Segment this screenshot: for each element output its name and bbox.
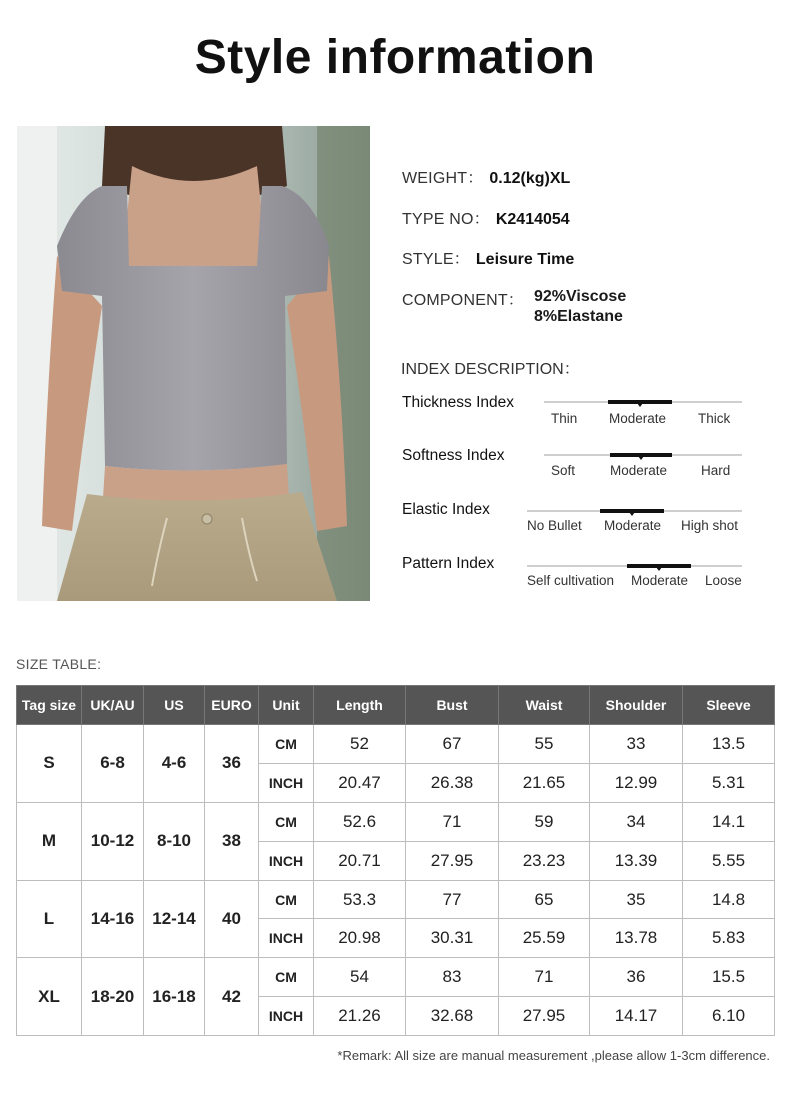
softness-index-label: Softness Index xyxy=(402,447,505,464)
uk-au-cell: 18-20 xyxy=(82,958,144,1036)
length-cell: 21.26 xyxy=(314,997,406,1036)
sleeve-cell: 5.55 xyxy=(683,841,775,880)
us-cell: 16-18 xyxy=(144,958,205,1036)
pattern-index-label: Pattern Index xyxy=(402,555,495,572)
waist-cell: 23.23 xyxy=(499,841,590,880)
type-label: TYPE NO： xyxy=(402,211,490,228)
sleeve-cell: 14.1 xyxy=(683,802,775,841)
header-us: US xyxy=(144,686,205,725)
uk-au-cell: 10-12 xyxy=(82,802,144,880)
bust-cell: 27.95 xyxy=(406,841,499,880)
waist-cell: 21.65 xyxy=(499,763,590,802)
sleeve-cell: 6.10 xyxy=(683,997,775,1036)
header-euro: EURO xyxy=(205,686,259,725)
header-bust: Bust xyxy=(406,686,499,725)
pattern-option-mid: Moderate xyxy=(631,573,689,588)
spec-weight xyxy=(402,165,570,188)
spec-style xyxy=(402,246,574,269)
index-description-title: INDEX DESCRIPTION： xyxy=(401,361,580,378)
header-length: Length xyxy=(314,686,406,725)
softness-option-high: Hard xyxy=(701,463,731,478)
shoulder-cell: 35 xyxy=(590,880,683,919)
table-row xyxy=(17,958,775,997)
shoulder-cell: 13.39 xyxy=(590,841,683,880)
unit-cell: CM xyxy=(259,725,314,764)
unit-cell: INCH xyxy=(259,763,314,802)
length-cell: 53.3 xyxy=(314,880,406,919)
us-cell: 8-10 xyxy=(144,802,205,880)
waist-cell: 59 xyxy=(499,802,590,841)
weight-label: WEIGHT： xyxy=(402,170,484,187)
spec-component xyxy=(402,287,524,310)
thickness-option-high: Thick xyxy=(698,411,731,426)
tag-size-cell: S xyxy=(17,725,82,803)
unit-cell: INCH xyxy=(259,841,314,880)
waist-cell: 25.59 xyxy=(499,919,590,958)
size-table xyxy=(16,685,775,1036)
sleeve-cell: 5.83 xyxy=(683,919,775,958)
unit-cell: INCH xyxy=(259,997,314,1036)
bust-cell: 67 xyxy=(406,725,499,764)
header-uk-au: UK/AU xyxy=(82,686,144,725)
length-cell: 20.47 xyxy=(314,763,406,802)
elastic-index-label: Elastic Index xyxy=(402,501,490,518)
sleeve-cell: 13.5 xyxy=(683,725,775,764)
header-shoulder: Shoulder xyxy=(590,686,683,725)
length-cell: 54 xyxy=(314,958,406,997)
unit-cell: CM xyxy=(259,802,314,841)
length-cell: 20.71 xyxy=(314,841,406,880)
component-value-1: 92%Viscose xyxy=(534,288,627,305)
bust-cell: 26.38 xyxy=(406,763,499,802)
elastic-option-low: No Bullet xyxy=(527,518,582,533)
shoulder-cell: 34 xyxy=(590,802,683,841)
unit-cell: INCH xyxy=(259,919,314,958)
pattern-marker xyxy=(627,564,691,568)
shoulder-cell: 14.17 xyxy=(590,997,683,1036)
thickness-option-low: Thin xyxy=(551,411,578,426)
waist-cell: 27.95 xyxy=(499,997,590,1036)
bust-cell: 83 xyxy=(406,958,499,997)
product-photo xyxy=(17,126,370,601)
uk-au-cell: 14-16 xyxy=(82,880,144,958)
euro-cell: 40 xyxy=(205,880,259,958)
unit-cell: CM xyxy=(259,958,314,997)
softness-marker xyxy=(610,453,672,457)
table-row xyxy=(17,725,775,764)
pattern-option-low: Self cultivation xyxy=(527,573,615,588)
header-sleeve: Sleeve xyxy=(683,686,775,725)
pattern-option-high: Loose xyxy=(705,573,742,588)
shoulder-cell: 36 xyxy=(590,958,683,997)
style-value: Leisure Time xyxy=(475,251,575,268)
size-table-header xyxy=(17,686,775,725)
us-cell: 4-6 xyxy=(144,725,205,803)
euro-cell: 42 xyxy=(205,958,259,1036)
softness-option-mid: Moderate xyxy=(610,463,668,478)
shoulder-cell: 33 xyxy=(590,725,683,764)
tag-size-cell: M xyxy=(17,802,82,880)
elastic-marker xyxy=(600,509,664,513)
euro-cell: 38 xyxy=(205,802,259,880)
thickness-option-mid: Moderate xyxy=(609,411,667,426)
table-row xyxy=(17,802,775,841)
shoulder-cell: 13.78 xyxy=(590,919,683,958)
length-cell: 20.98 xyxy=(314,919,406,958)
bust-cell: 32.68 xyxy=(406,997,499,1036)
waist-cell: 55 xyxy=(499,725,590,764)
bust-cell: 77 xyxy=(406,880,499,919)
style-label: STYLE： xyxy=(402,251,470,268)
us-cell: 12-14 xyxy=(144,880,205,958)
thickness-index-label: Thickness Index xyxy=(402,394,514,411)
length-cell: 52.6 xyxy=(314,802,406,841)
tag-size-cell: XL xyxy=(17,958,82,1036)
waist-cell: 65 xyxy=(499,880,590,919)
sleeve-cell: 14.8 xyxy=(683,880,775,919)
bust-cell: 30.31 xyxy=(406,919,499,958)
spec-type xyxy=(402,206,570,229)
bust-cell: 71 xyxy=(406,802,499,841)
size-table-title: SIZE TABLE: xyxy=(16,656,102,672)
tag-size-cell: L xyxy=(17,880,82,958)
euro-cell: 36 xyxy=(205,725,259,803)
shoulder-cell: 12.99 xyxy=(590,763,683,802)
sleeve-cell: 5.31 xyxy=(683,763,775,802)
sleeve-cell: 15.5 xyxy=(683,958,775,997)
type-value: K2414054 xyxy=(495,211,570,228)
header-waist: Waist xyxy=(499,686,590,725)
length-cell: 52 xyxy=(314,725,406,764)
header-unit: Unit xyxy=(259,686,314,725)
component-label: COMPONENT： xyxy=(402,292,524,309)
softness-option-low: Soft xyxy=(551,463,576,478)
unit-cell: CM xyxy=(259,880,314,919)
component-value-2: 8%Elastane xyxy=(534,308,623,325)
elastic-option-high: High shot xyxy=(681,518,739,533)
table-row xyxy=(17,880,775,919)
thickness-marker xyxy=(608,400,672,404)
weight-value: 0.12(kg)XL xyxy=(489,170,571,187)
page-title: Style information xyxy=(194,31,596,84)
remark-note: *Remark: All size are manual measurement ,please allow 1-3cm difference. xyxy=(337,1048,770,1063)
waist-cell: 71 xyxy=(499,958,590,997)
header-tag-size: Tag size xyxy=(17,686,82,725)
uk-au-cell: 6-8 xyxy=(82,725,144,803)
elastic-option-mid: Moderate xyxy=(604,518,662,533)
